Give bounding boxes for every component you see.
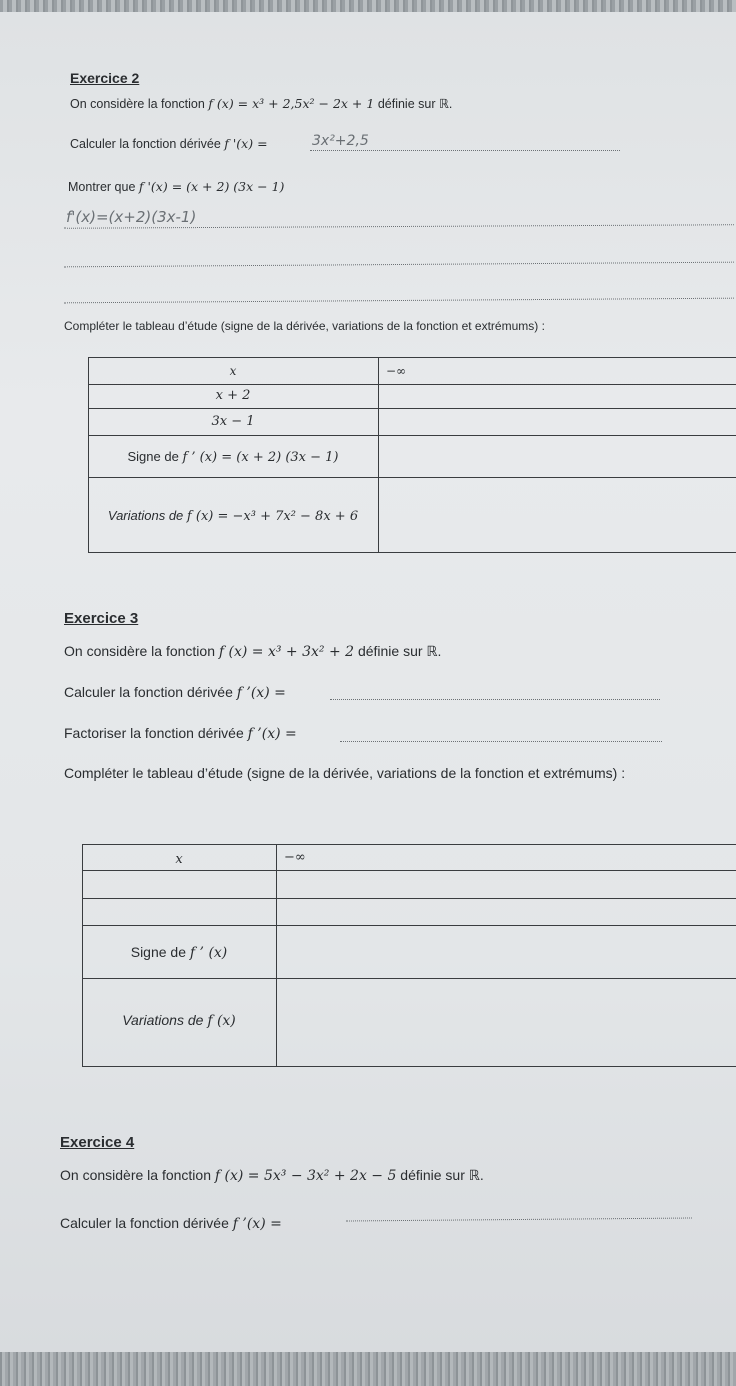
exercise-3-title: Exercice 3: [64, 610, 139, 627]
exercise-4-derivative-label: Calculer la fonction dérivée: [60, 1215, 229, 1231]
table-2-minus-infinity: −∞: [386, 364, 407, 378]
table-3-sign-formula: f ’ (x): [189, 945, 228, 961]
table-2-variations-row-label: [88, 508, 378, 524]
table-2-x-header: x: [229, 364, 237, 378]
exercise-2-show-formula: f '(x) = (x + 2) (3x − 1): [138, 179, 285, 194]
exercise-2-derivative-label: Calculer la fonction dérivée: [70, 137, 221, 151]
exercise-2-function: f (x) = x³ + 2,5x² − 2x + 1: [208, 96, 375, 111]
table-2-sign-formula: f ’ (x) = (x + 2) (3x − 1): [182, 450, 339, 465]
exercise-4-derivative-prompt: [60, 1215, 282, 1232]
exercise-4-function: f (x) = 5x³ − 3x² + 2x − 5: [214, 1168, 397, 1184]
table-3-row-border: [82, 898, 736, 899]
exercise-3-factor-label: Factoriser la fonction dérivée: [64, 725, 244, 741]
table-2-row-border: [88, 435, 736, 436]
exercise-3-factor-answer-line[interactable]: [340, 741, 662, 742]
table-3-bottom-border: [82, 1066, 736, 1067]
table-3-x-header: x: [175, 852, 183, 867]
table-2-row-border: [88, 408, 736, 409]
table-3-row-border: [82, 925, 736, 926]
answer-line-3: [64, 298, 734, 304]
table-2-row-3x-minus-1: 3x − 1: [211, 414, 255, 429]
exercise-4-domain: définie sur ℝ.: [400, 1167, 484, 1183]
exercise-2-derivative-answer[interactable]: 3x²+2,5: [312, 133, 369, 149]
table-3-sign-label: Signe de: [130, 944, 187, 960]
table-3-variations-formula: f (x): [207, 1013, 236, 1029]
exercise-2-show-prompt: [68, 179, 284, 194]
exercise-2-handwritten-work[interactable]: f'(x)=(x+2)(3x-1): [66, 208, 197, 226]
table-3-minus-infinity: −∞: [284, 850, 306, 865]
exercise-3-intro-text: On considère la fonction: [64, 643, 215, 659]
exercise-2-derivative-formula: f '(x) =: [224, 136, 268, 151]
table-2-bottom-border: [88, 552, 736, 553]
answer-line-2: [64, 262, 734, 268]
table-2-column-divider: [378, 357, 379, 553]
table-3-row-border: [82, 870, 736, 871]
exercise-3-factor-prompt: [64, 725, 297, 742]
paper-bottom-edge: [0, 1352, 736, 1386]
table-3-top-border: [82, 844, 736, 845]
table-3-sign-row-label: [82, 944, 276, 961]
exercise-2-intro-text: On considère la fonction: [70, 97, 205, 111]
exercise-3-derivative-prompt: [64, 684, 286, 701]
exercise-2-derivative-answer-line: [310, 150, 620, 151]
exercise-4-derivative-formula: f ’(x) =: [232, 1216, 282, 1232]
exercise-3-derivative-answer-line[interactable]: [330, 699, 660, 700]
table-2-row-x-plus-2: x + 2: [215, 388, 251, 403]
table-3-variations-label: Variations de: [122, 1012, 204, 1028]
table-3-row-border: [82, 978, 736, 979]
exercise-3-derivative-label: Calculer la fonction dérivée: [64, 684, 233, 700]
exercise-4-title: Exercice 4: [60, 1134, 135, 1151]
table-2-top-border: [88, 357, 736, 358]
exercise-2-intro: [70, 96, 452, 111]
exercise-4-intro-text: On considère la fonction: [60, 1167, 211, 1183]
table-2-sign-label: Signe de: [127, 449, 179, 464]
exercise-2-title: Exercice 2: [70, 70, 140, 86]
exercise-3-factor-formula: f ’(x) =: [247, 726, 297, 742]
worksheet-page: [0, 12, 736, 1356]
exercise-4-intro: [60, 1167, 484, 1184]
exercise-2-domain: définie sur ℝ.: [377, 97, 453, 111]
table-2-variations-formula: f (x) = −x³ + 7x² − 8x + 6: [186, 509, 359, 524]
exercise-3-derivative-formula: f ’(x) =: [236, 685, 286, 701]
exercise-3-intro: [64, 643, 441, 660]
exercise-3-table-instruction: Compléter le tableau d’étude (signe de la dérivée, variations de la fonction et extrémums) :: [64, 765, 626, 781]
table-3-column-divider: [276, 844, 277, 1067]
exercise-2-derivative-prompt: [70, 136, 268, 151]
table-2-variations-label: Variations de: [107, 508, 184, 523]
table-3-variations-row-label: [82, 1012, 276, 1029]
exercise-3-domain: définie sur ℝ.: [357, 643, 442, 659]
exercise-4-derivative-answer-line[interactable]: [346, 1217, 692, 1221]
exercise-2-show-label: Montrer que: [68, 180, 136, 194]
table-2-sign-row-label: [88, 449, 378, 465]
exercise-2-table-instruction: Compléter le tableau d’étude (signe de la dérivée, variations de la fonction et extrémums) :: [64, 319, 545, 333]
table-2-row-border: [88, 477, 736, 478]
table-2-row-border: [88, 384, 736, 385]
exercise-3-function: f (x) = x³ + 3x² + 2: [218, 644, 355, 660]
